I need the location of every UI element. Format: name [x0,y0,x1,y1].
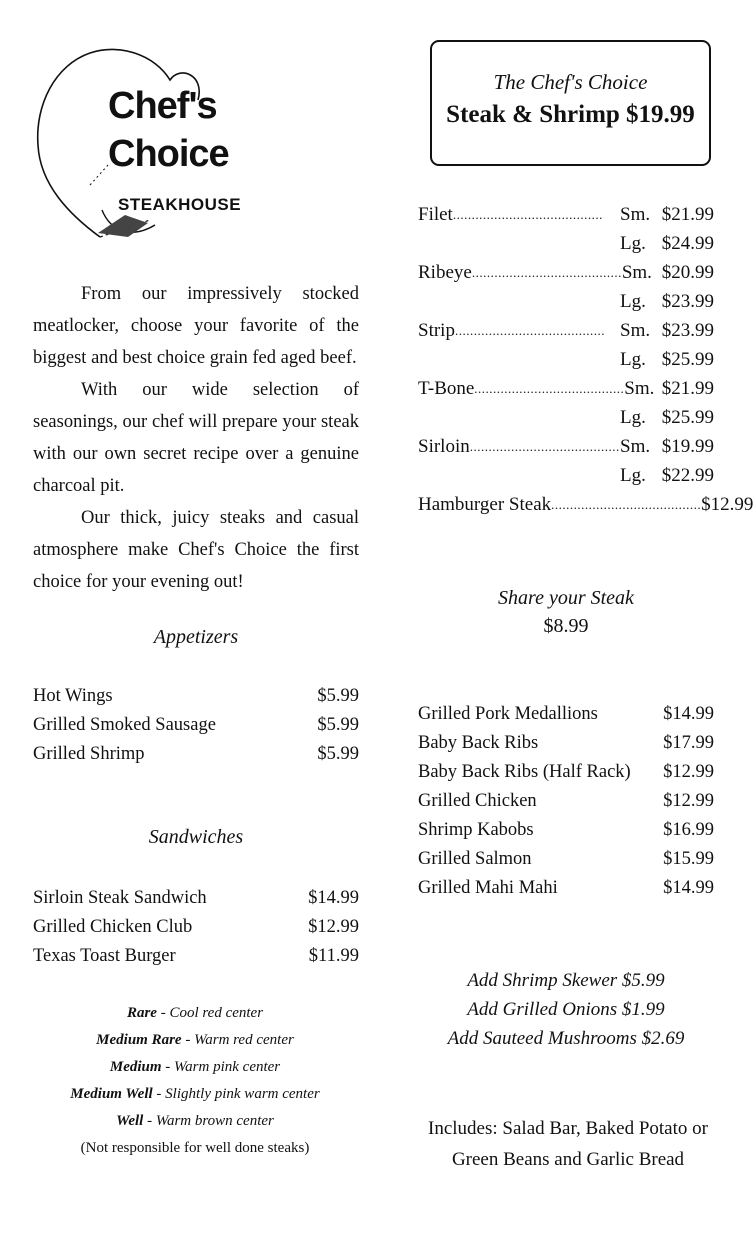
dot-leader: ........................................ [469,439,620,454]
steak-row [418,229,714,258]
steak-size: Sm. [620,436,651,457]
steak-price: $22.99 [661,465,714,486]
steak-size: Lg. [620,233,646,254]
doneness-item: Medium - Warm pink center [109,1059,281,1075]
item-name: Hot Wings [33,686,113,706]
steak-name: Filet [418,204,453,225]
item-price: $15.99 [663,849,714,869]
steak-row [418,200,714,229]
item-price: $12.99 [308,917,359,937]
item-price: $17.99 [663,733,714,753]
steak-name: Hamburger Steak [418,494,552,515]
menu-item [33,942,359,971]
steak-price: $21.99 [661,378,714,399]
menu-item [33,884,359,913]
addon-item: Add Sauteed Mushrooms $2.69 [447,1028,685,1049]
share-title: Share your Steak [498,587,634,609]
menu-item [33,682,359,711]
steak-price: $19.99 [661,436,714,457]
intro-paragraph-1: From our impressively stocked meatlocker, choose your favorite of the biggest and best choice grain fed aged beef. [33,284,359,368]
item-price: $16.99 [663,820,714,840]
doneness-item: Medium Well - Slightly pink warm center [70,1086,320,1102]
steak-row [418,287,714,316]
logo-line-2: Choice [108,133,229,175]
steak-price: $25.99 [661,407,714,428]
item-price: $12.99 [663,762,714,782]
item-name: Grilled Mahi Mahi [418,878,558,898]
item-name: Baby Back Ribs (Half Rack) [418,762,631,782]
logo [30,45,260,250]
menu-item [33,913,359,942]
steak-row [418,461,714,490]
addons-list [418,966,714,1053]
menu-item [418,874,714,903]
item-name: Grilled Smoked Sausage [33,715,216,735]
item-name: Grilled Chicken [418,791,537,811]
menu-item [33,740,359,769]
steak-price: $21.99 [661,204,714,225]
menu-item [418,729,714,758]
includes-note [418,1113,718,1175]
doneness-level: Rare [126,1005,157,1021]
share-price: $8.99 [543,615,589,637]
item-price: $14.99 [308,888,359,908]
doneness-guide [30,1000,360,1162]
intro-paragraph-3: Our thick, juicy steaks and casual atmosphere make Chef's Choice the first choice for your evening out! [33,508,359,592]
doneness-level: Medium [109,1059,162,1075]
special-title: The Chef's Choice [493,70,648,94]
addon-item: Add Grilled Onions $1.99 [467,999,665,1020]
steak-name: Sirloin [418,436,470,457]
menu-item [418,845,714,874]
steak-price: $23.99 [661,291,714,312]
item-name: Texas Toast Burger [33,946,176,966]
steak-name: T-Bone [418,378,475,399]
steak-price: $25.99 [661,349,714,370]
includes-line-2: Green Beans and Garlic Bread [451,1149,685,1170]
menu-item [33,711,359,740]
steak-size: Lg. [620,465,646,486]
steak-size: Sm. [620,320,651,341]
steak-price: $24.99 [661,233,714,254]
doneness-desc: Warm pink center [174,1059,281,1075]
steak-size: Sm. [624,378,655,399]
appetizers-list [33,682,359,769]
steak-row [418,374,714,403]
steak-row [418,403,714,432]
menu-item [418,816,714,845]
steak-size: Lg. [620,407,646,428]
steak-row [418,258,714,287]
dot-leader: ........................................ [474,381,625,396]
steak-row [418,490,753,519]
steak-row [418,316,714,345]
doneness-level: Medium Rare [96,1032,182,1048]
entrees-list [418,700,714,903]
sandwiches-title: Sandwiches [148,826,244,848]
item-name: Grilled Pork Medallions [418,704,598,724]
doneness-desc: Slightly pink warm center [165,1086,320,1102]
addon-item: Add Shrimp Skewer $5.99 [467,970,665,991]
intro-text [33,278,359,598]
doneness-desc: Cool red center [169,1005,264,1021]
item-name: Grilled Chicken Club [33,917,193,937]
item-name: Sirloin Steak Sandwich [33,888,207,908]
steak-price: $23.99 [661,320,714,341]
item-price: $5.99 [317,715,359,735]
menu-item [418,700,714,729]
item-price: $5.99 [317,686,359,706]
steak-name: Strip [418,320,455,341]
intro-paragraph-2: With our wide selection of seasonings, our chef will prepare your steak with our own secret recipe over a genuine charcoal pit. [33,380,359,496]
steaks-list [418,200,753,519]
doneness-desc: Warm brown center [155,1113,274,1129]
steak-price: $12.99 [701,494,753,515]
doneness-item: Rare - Cool red center [126,1005,264,1021]
item-price: $5.99 [317,744,359,764]
logo-line-3: STEAKHOUSE [118,195,242,214]
menu-item [418,758,714,787]
includes-line-1: Includes: Salad Bar, Baked Potato or [428,1118,708,1139]
item-name: Grilled Shrimp [33,744,145,764]
dot-leader: ........................................ [551,497,702,512]
dot-leader: ........................................ [454,323,605,338]
steak-row [418,432,714,461]
steak-size: Lg. [620,291,646,312]
appetizers-title: Appetizers [153,626,239,648]
doneness-item: Medium Rare - Warm red center [96,1032,294,1048]
doneness-note: (Not responsible for well done steaks) [80,1140,310,1156]
steak-size: Lg. [620,349,646,370]
logo-line-1: Chef's [108,85,217,127]
doneness-level: Medium Well [70,1086,153,1102]
item-name: Shrimp Kabobs [418,820,534,840]
dot-leader: ........................................ [452,207,603,222]
sandwiches-list [33,884,359,971]
item-price: $12.99 [663,791,714,811]
dot-leader: ........................................ [471,265,622,280]
item-name: Baby Back Ribs [418,733,539,753]
steak-size: Sm. [621,262,652,283]
special-price: Steak & Shrimp $19.99 [446,101,695,128]
item-price: $14.99 [663,878,714,898]
special-box [430,40,711,166]
steak-price: $20.99 [661,262,714,283]
steak-row [418,345,714,374]
item-price: $14.99 [663,704,714,724]
doneness-item: Well - Warm brown center [116,1113,274,1129]
item-price: $11.99 [308,946,359,966]
doneness-level: Well [116,1113,144,1129]
steak-size: Sm. [620,204,651,225]
share-steak [418,584,714,640]
steak-name: Ribeye [418,262,472,283]
doneness-desc: Warm red center [194,1032,294,1048]
menu-item [418,787,714,816]
item-name: Grilled Salmon [418,849,532,869]
